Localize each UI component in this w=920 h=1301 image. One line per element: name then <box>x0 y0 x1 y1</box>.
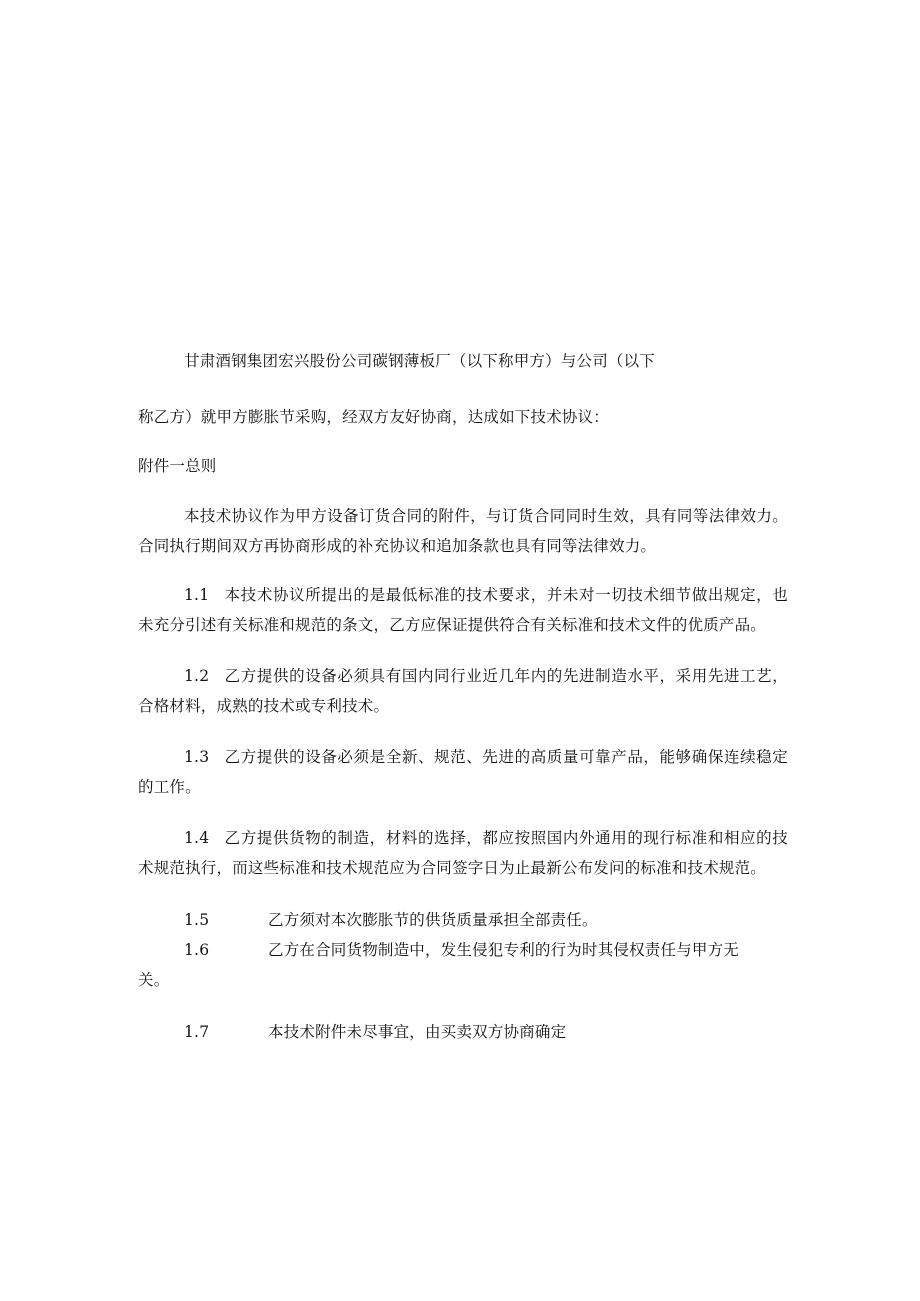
clause-number: 1.2 <box>184 667 210 685</box>
intro-line-1: 甘肃酒钢集团宏兴股份公司碳钢薄板厂（以下称甲方）与公司（以下 <box>184 352 656 370</box>
clause-text: 乙方提供的设备必须是全新、规范、先进的高质量可靠产品，能够确保连续稳定的工作。 <box>138 748 788 796</box>
clause-1-3 <box>138 742 788 802</box>
clause-text: 乙方提供货物的制造，材料的选择，都应按照国内外通用的现行标准和相应的技术规范执行，而这些标准和技术规范应为合同签字日为止最新公布发问的标准和技术规范。 <box>138 829 788 877</box>
clause-1-6 <box>138 935 788 995</box>
clause-1-5 <box>138 905 788 935</box>
general-paragraph: 本技术协议作为甲方设备订货合同的附件，与订货合同同时生效，具有同等法律效力。合同执行期间双方再协商形成的补充协议和追加条款也具有同等法律效力。 <box>138 507 788 555</box>
clause-text-line-2: 关。 <box>138 971 170 989</box>
clause-1-7 <box>138 1017 788 1047</box>
clause-number: 1.5 <box>184 911 210 929</box>
clause-number: 1.7 <box>184 1023 210 1041</box>
clause-text: 乙方须对本次膨胀节的供货质量承担全部责任。 <box>268 911 598 929</box>
intro-line-2: 称乙方）就甲方膨胀节采购，经双方友好协商，达成如下技术协议： <box>138 408 610 426</box>
clause-1-4 <box>138 823 788 883</box>
clause-1-2 <box>138 661 788 721</box>
intro-paragraph <box>138 333 788 445</box>
clause-text: 本技术附件未尽事宜，由买卖双方协商确定 <box>268 1023 567 1041</box>
clause-number: 1.3 <box>184 748 210 766</box>
clause-text-line-1: 乙方在合同货物制造中，发生侵犯专利的行为时其侵权责任与甲方无 <box>268 941 740 959</box>
clause-number: 1.1 <box>184 586 210 604</box>
section-heading: 附件一总则 <box>138 457 217 475</box>
clause-1-1 <box>138 580 788 640</box>
clause-number: 1.6 <box>184 941 210 959</box>
document-body <box>138 336 788 1047</box>
clause-text: 本技术协议所提出的是最低标准的技术要求，并未对一切技术细节做出规定，也未充分引述有关标准和规范的条文，乙方应保证提供符合有关标准和技术文件的优质产品。 <box>138 586 788 634</box>
clause-number: 1.4 <box>184 829 210 847</box>
clause-text: 乙方提供的设备必须具有国内同行业近几年内的先进制造水平，采用先进工艺，合格材料，成熟的技术或专利技术。 <box>138 667 788 715</box>
